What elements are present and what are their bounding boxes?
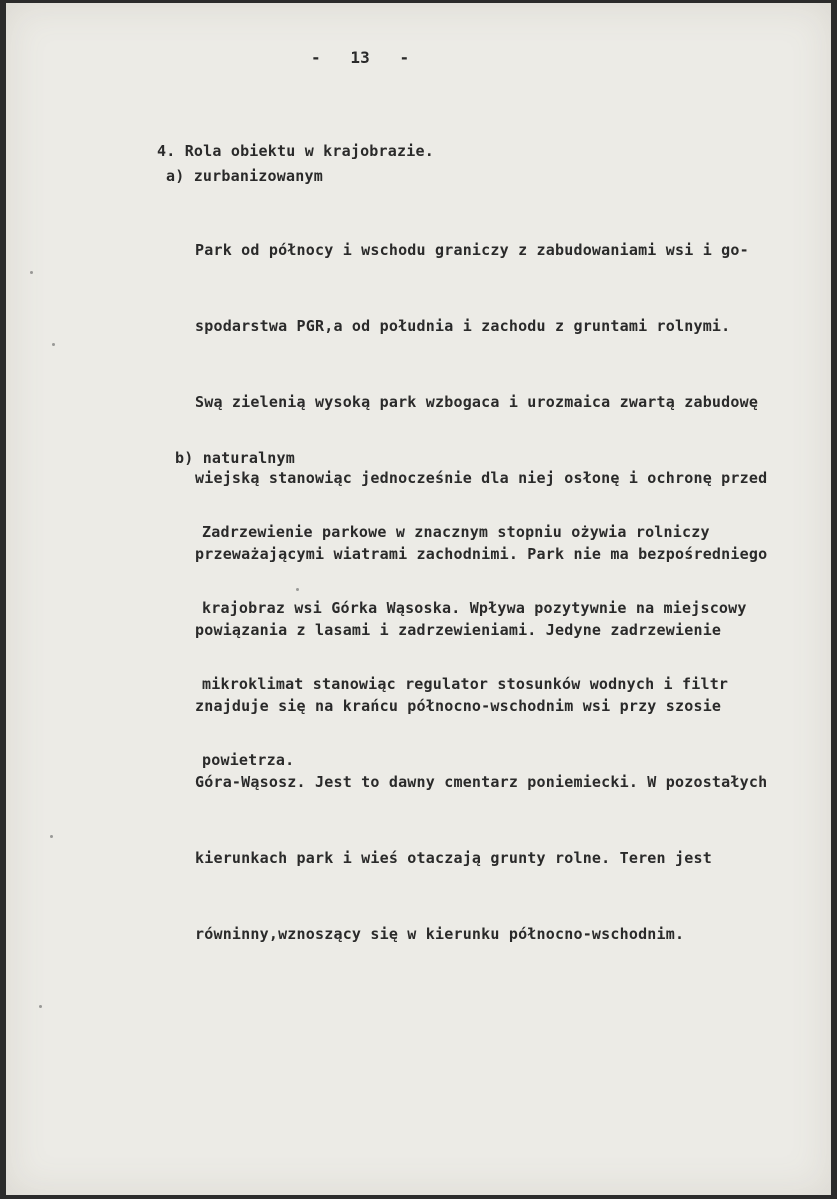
paragraph-line: znajduje się na krańcu północno-wschodnim wsi przy szosie bbox=[195, 697, 722, 715]
paragraph-line: powiązania z lasami i zadrzewieniami. Jedyne zadrzewienie bbox=[195, 621, 722, 639]
paragraph-line: wiejską stanowiąc jednocześnie dla niej osłonę i ochronę przed bbox=[195, 469, 768, 487]
paper-speck bbox=[296, 588, 299, 591]
subsection-b-label: b) naturalnym bbox=[175, 449, 295, 467]
paper-speck bbox=[52, 343, 55, 346]
subsection-a-label: a) zurbanizowanym bbox=[166, 167, 323, 185]
paragraph-line: powietrza. bbox=[202, 751, 295, 769]
paragraph-line: spodarstwa PGR,a od południa i zachodu z gruntami rolnymi. bbox=[195, 317, 731, 335]
paragraph-line: mikroklimat stanowiąc regulator stosunków wodnych i filtr bbox=[202, 675, 729, 693]
paragraph-line: krajobraz wsi Górka Wąsoska. Wpływa pozytywnie na miejscowy bbox=[202, 599, 747, 617]
paper-speck bbox=[50, 835, 53, 838]
subsection-b-paragraph bbox=[202, 470, 747, 824]
section-heading: 4. Rola obiektu w krajobrazie. bbox=[157, 142, 434, 160]
page-number: - 13 - bbox=[311, 48, 410, 67]
paragraph-line: Swą zielenią wysoką park wzbogaca i urozmaica zwartą zabudowę bbox=[195, 393, 759, 411]
paragraph-line: Zadrzewienie parkowe w znacznym stopniu ożywia rolniczy bbox=[202, 523, 710, 541]
paper-speck bbox=[30, 271, 33, 274]
paragraph-line: przeważającymi wiatrami zachodnimi. Park nie ma bezpośredniego bbox=[195, 545, 768, 563]
document-page bbox=[6, 3, 831, 1195]
paragraph-line: równinny,wznoszący się w kierunku północno-wschodnim. bbox=[195, 925, 685, 943]
paragraph-line: kierunkach park i wieś otaczają grunty rolne. Teren jest bbox=[195, 849, 712, 867]
paper-speck bbox=[39, 1005, 42, 1008]
paragraph-line: Góra-Wąsosz. Jest to dawny cmentarz poniemiecki. W pozostałych bbox=[195, 773, 768, 791]
paragraph-line: Park od północy i wschodu graniczy z zabudowaniami wsi i go- bbox=[195, 241, 749, 259]
